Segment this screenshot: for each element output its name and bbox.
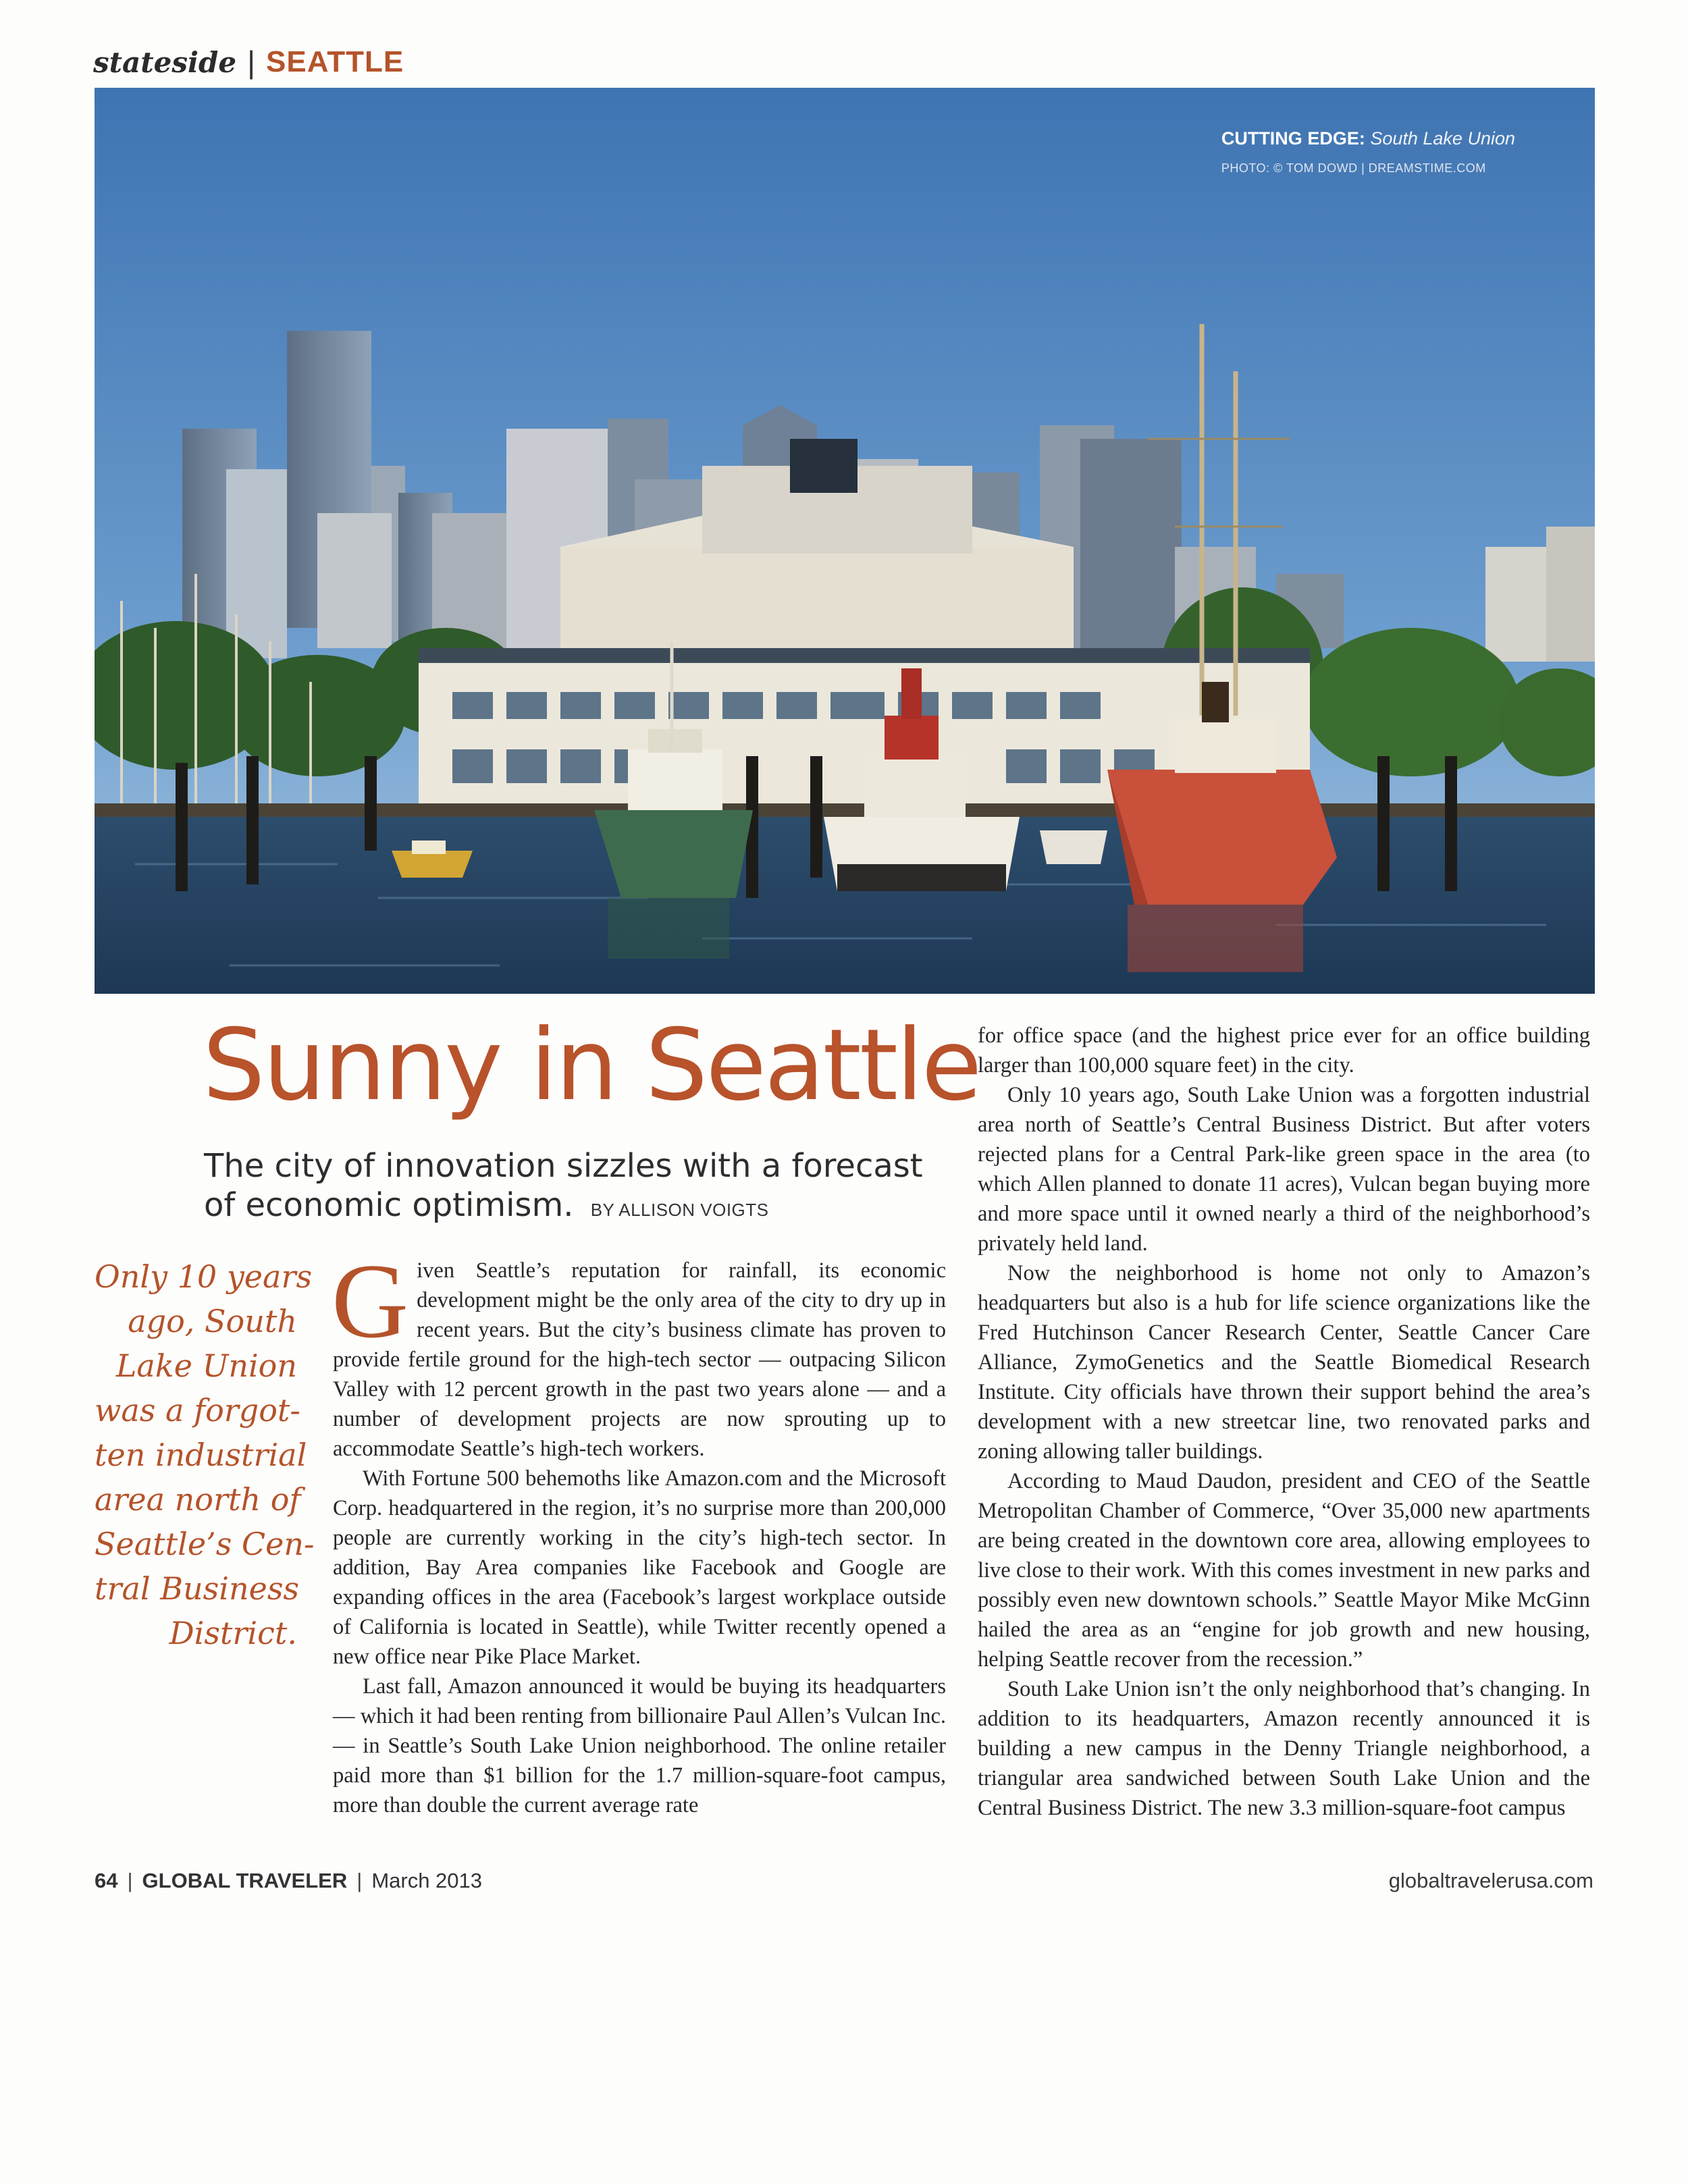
pull-quote-line: was a forgot-: [95, 1392, 300, 1429]
section-kicker: stateside: [93, 45, 237, 79]
byline: BY ALLISON VOIGTS: [590, 1200, 769, 1220]
lead-text: iven Seattle’s reputation for rainfall, its economic development might be the only area of the city to dry up in recent years. But the city’s business climate has proven to provide fertile ground for the high-tech sector — outpacing Silicon Valley with 12 percent growth in the past two years alone — and a number of development projects are now sprouting up to accommodate Seattle’s high-tech workers.: [333, 1258, 946, 1461]
pull-quote-line: ten industrial: [95, 1437, 307, 1473]
caption-label: CUTTING EDGE:: [1221, 128, 1365, 149]
body-paragraph: for office space (and the highest price ever for an office building larger than 100,000 square feet) in the city.: [978, 1023, 1590, 1077]
article-headline: Sunny in Seattle: [203, 1008, 980, 1123]
pull-quote-line: Lake Union: [115, 1348, 297, 1384]
body-paragraph: Now the neighborhood is home not only to Amazon’s headquarters but also is a hub for life science organizations like the Fred Hutchinson Cancer Research Center, Seattle Cancer Care Alliance, ZymoGenetics and the Seattle Biomedical Research Institute. City officials have thrown their support behind the area’s development with a new streetcar line, two renovated parks and zoning allowing taller buildings.: [978, 1261, 1590, 1464]
photo-caption: [1221, 128, 1515, 176]
body-paragraph: With Fortune 500 behemoths like Amazon.com and the Microsoft Corp. headquartered in the region, it’s no surprise more than 200,000 people are currently working in the city’s high-tech sector. In addition, Bay Area companies like Facebook and Google are expanding offices in the area (Facebook’s largest workplace outside of California is located in Seattle), while Twitter recently opened a new office near Pike Place Market.: [333, 1466, 946, 1669]
pull-quote: [95, 1254, 315, 1655]
pull-quote-line: area north of: [95, 1481, 301, 1518]
page-number: 64: [95, 1869, 118, 1892]
publication-name: GLOBAL TRAVELER: [142, 1869, 348, 1892]
pull-quote-line: District.: [169, 1615, 297, 1651]
pull-quote-line: Seattle’s Cen-: [95, 1526, 315, 1562]
footer-separator: |: [357, 1869, 363, 1892]
pull-quote-line: Only 10 years: [95, 1258, 313, 1295]
pull-quote-line: tral Business: [95, 1570, 300, 1607]
photo-credit: PHOTO: © TOM DOWD | DREAMSTIME.COM: [1221, 161, 1486, 175]
body-paragraph: Only 10 years ago, South Lake Union was a forgotten industrial area north of Seattle’s Central Business District. But after voters rejected plans for a Central Park-like green space in the area (to which Allen planned to donate 11 acres), Vulcan began buying more and more space until it owned nearly a third of the neighborhood’s privately held land.: [978, 1083, 1590, 1256]
lead-photo: [95, 88, 1595, 994]
article-deck: [204, 1146, 947, 1229]
seattle-waterfront-illustration: [95, 88, 1595, 994]
pull-quote-line: ago, South: [128, 1303, 297, 1339]
drop-cap: G: [332, 1242, 409, 1360]
caption-main: [1221, 128, 1515, 149]
page-footer: [95, 1869, 482, 1893]
issue-date: March 2013: [371, 1869, 483, 1892]
body-column-left: [332, 1242, 946, 1820]
body-paragraph: Last fall, Amazon announced it would be buying its headquarters — which it had been renting from billionaire Paul Allen’s Vulcan Inc. — in Seattle’s South Lake Union neighborhood. The online retailer paid more than $1 billion for the 1.7 million-square-foot campus, more than double the current average rate: [333, 1674, 946, 1817]
body-paragraph: [332, 1242, 946, 1464]
section-header: [93, 42, 404, 82]
body-paragraph: South Lake Union isn’t the only neighborhood that’s changing. In addition to its headquarters, Amazon recently announced it is building a new campus in the Denny Triangle neighborhood, a triangular area sandwiched between South Lake Union and the Central Business District. The new 3.3 million-square-foot campus: [978, 1677, 1590, 1820]
body-paragraph: According to Maud Daudon, president and CEO of the Seattle Metropolitan Chamber of Commerce, “Over 35,000 new apartments are being created in the downtown core area, allowing employees to live close to their work. With this comes investment in new parks and possibly even new downtown schools.” Seattle Mayor Mike McGinn hailed the area as an “engine for job growth and new housing, helping Seattle recover from the recession.”: [978, 1469, 1590, 1672]
section-city: SEATTLE: [266, 45, 404, 78]
section-separator: |: [247, 45, 256, 80]
website-url: globaltravelerusa.com: [1388, 1869, 1593, 1892]
footer-separator: |: [127, 1869, 133, 1892]
caption-place: South Lake Union: [1370, 128, 1515, 149]
body-column-right: [978, 1021, 1590, 1823]
deck-text: The city of innovation sizzles with a forecast of economic optimism.: [204, 1147, 923, 1224]
